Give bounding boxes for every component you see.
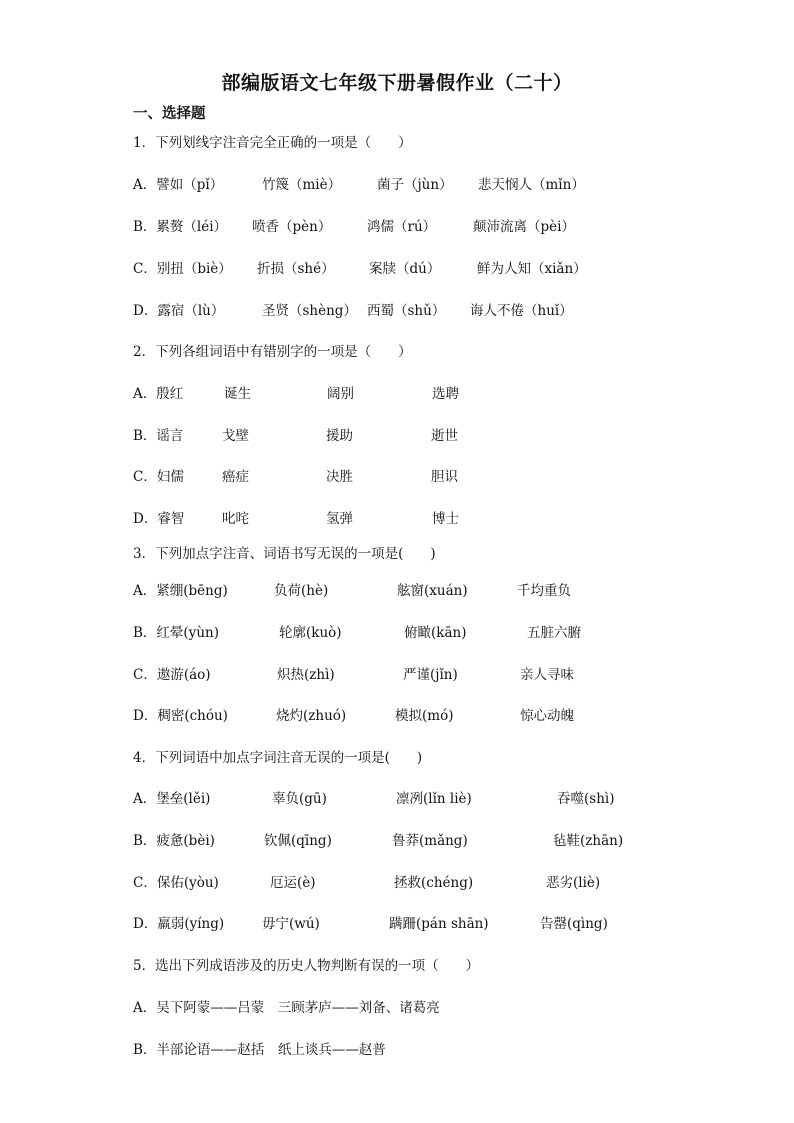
option-item: 亲人寻味	[520, 667, 574, 683]
option-item: 诞生	[224, 386, 251, 402]
option-item: D．露宿（lù）	[133, 303, 225, 319]
option-item: 癌症	[222, 469, 249, 485]
option-item: B．累赘（léi）	[133, 219, 228, 235]
option-item: 叱咤	[222, 511, 249, 527]
option-item: 援助	[326, 428, 353, 444]
option-item: 蹒跚(pán shān)	[389, 916, 489, 932]
option-item: D．羸弱(yíng)	[133, 916, 225, 932]
section-heading: 一、选择题	[133, 105, 206, 122]
option-item: B．红晕(yùn)	[133, 625, 219, 641]
option-item: A．紧绷(bēng)	[133, 583, 228, 599]
option-item: 菌子（jùn）	[377, 177, 453, 193]
option-item: A．殷红	[133, 386, 184, 402]
option-item: 告罄(qìng)	[540, 916, 608, 932]
option-item: 五脏六腑	[527, 625, 581, 641]
option-item: A．堡垒(lěi)	[133, 791, 211, 807]
option-item: C．遨游(áo)	[133, 667, 211, 683]
option-item: 俯瞰(kān)	[404, 625, 467, 641]
option-item: 决胜	[326, 469, 353, 485]
option-item: 毋宁(wú)	[262, 916, 320, 932]
option-item: 颠沛流离（pèi）	[473, 219, 575, 235]
option-item: A．譬如（pǐ）	[133, 177, 224, 193]
option-item: D．稠密(chóu)	[133, 708, 228, 724]
option-item: A．吴下阿蒙——吕蒙 三顾茅庐——刘备、诸葛亮	[133, 1000, 440, 1016]
option-item: 案牍（dú）	[369, 261, 441, 277]
option-item: 辜负(gū)	[272, 791, 327, 807]
option-item: 阔别	[327, 386, 354, 402]
option-item: 模拟(mó)	[395, 708, 454, 724]
question-stem: 4．下列词语中加点字词注音无误的一项是( )	[133, 750, 423, 766]
option-item: 鲜为人知（xiǎn）	[477, 261, 587, 277]
option-item: 博士	[432, 511, 459, 527]
question-stem: 5．选出下列成语涉及的历史人物判断有误的一项（ ）	[133, 958, 480, 974]
option-item: 戈壁	[222, 428, 249, 444]
option-item: B．半部论语——赵括 纸上谈兵——赵普	[133, 1042, 386, 1058]
option-item: 厄运(è)	[270, 875, 316, 891]
option-item: 折损（shé）	[257, 261, 335, 277]
option-item: 选聘	[432, 386, 459, 402]
option-item: 毡鞋(zhān)	[553, 833, 624, 849]
option-item: 炽热(zhì)	[277, 667, 335, 683]
option-item: 惊心动魄	[520, 708, 574, 724]
option-item: D．睿智	[133, 511, 185, 527]
option-item: 钦佩(qīng)	[264, 833, 332, 849]
option-item: 千均重负	[517, 583, 571, 599]
option-item: C．妇儒	[133, 469, 184, 485]
option-item: 胆识	[431, 469, 458, 485]
option-item: 喷香（pèn）	[252, 219, 332, 235]
question-stem: 1．下列划线字注音完全正确的一项是（ ）	[133, 135, 412, 151]
option-item: 吞噬(shì)	[557, 791, 615, 807]
option-item: 舷窗(xuán)	[397, 583, 468, 599]
option-item: 鸿儒（rú）	[367, 219, 437, 235]
option-item: C．别扭（biè）	[133, 261, 232, 277]
question-stem: 3．下列加点字注音、词语书写无误的一项是( )	[133, 546, 436, 562]
question-stem: 2．下列各组词语中有错别字的一项是（ ）	[133, 344, 412, 360]
option-item: C．保佑(yòu)	[133, 875, 219, 891]
option-item: 悲天悯人（mǐn）	[478, 177, 585, 193]
option-item: 鲁莽(mǎng)	[392, 833, 468, 849]
option-item: 负荷(hè)	[274, 583, 329, 599]
option-item: B．谣言	[133, 428, 184, 444]
option-item: 诲人不倦（huǐ）	[470, 303, 573, 319]
option-item: 圣贤（shèng）	[262, 303, 357, 319]
option-item: 严谨(jǐn)	[403, 667, 458, 683]
option-item: 拯救(chéng)	[394, 875, 474, 891]
option-item: B．疲惫(bèi)	[133, 833, 215, 849]
page-title: 部编版语文七年级下册暑假作业（二十）	[221, 72, 573, 94]
option-item: 氢弹	[326, 511, 353, 527]
option-item: 烧灼(zhuó)	[276, 708, 347, 724]
option-item: 西蜀（shǔ）	[367, 303, 446, 319]
option-item: 凛冽(lǐn liè)	[396, 791, 472, 807]
option-item: 竹篾（miè）	[262, 177, 342, 193]
option-item: 轮廓(kuò)	[279, 625, 342, 641]
option-item: 逝世	[431, 428, 458, 444]
option-item: 恶劣(liè)	[546, 875, 601, 891]
